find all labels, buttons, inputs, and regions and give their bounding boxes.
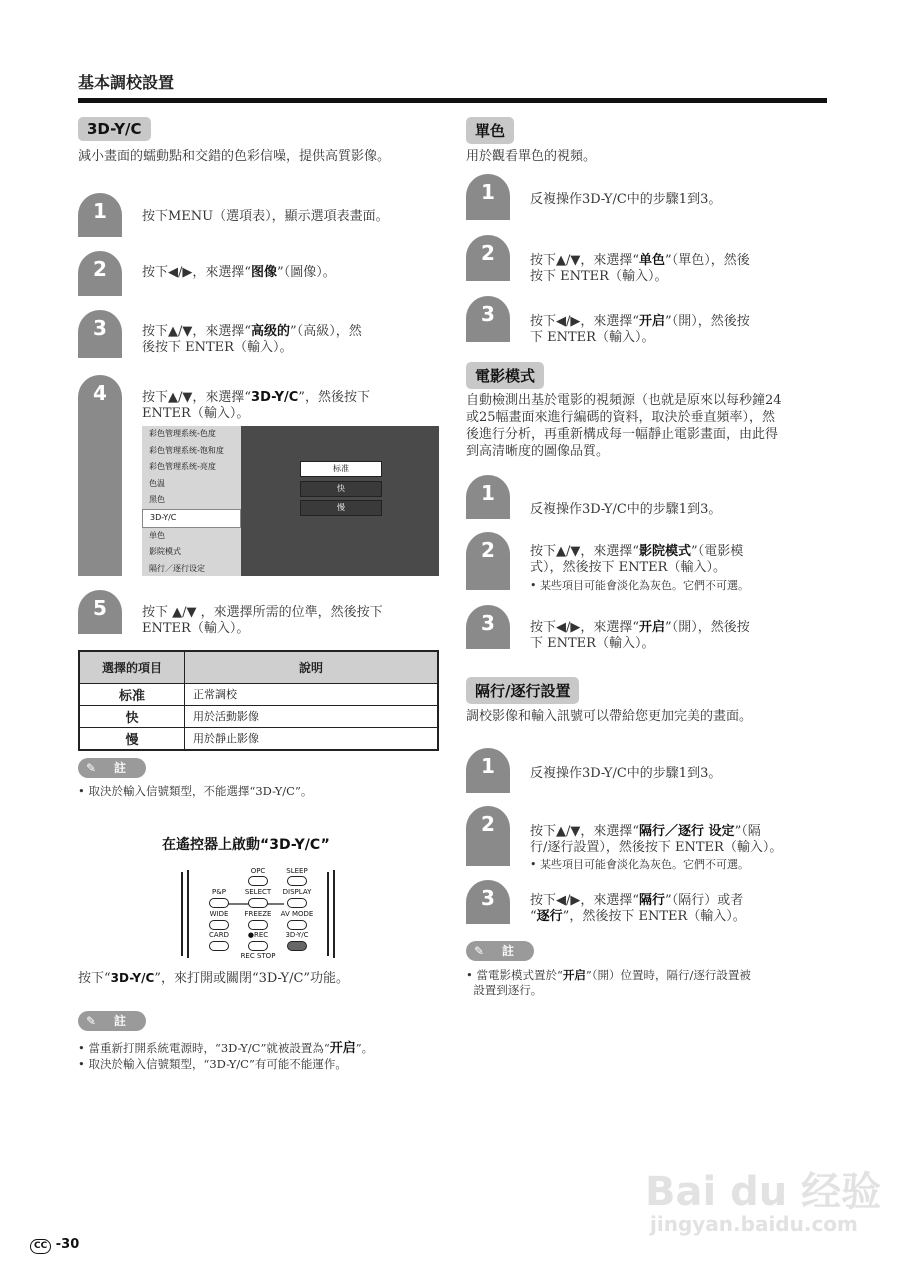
menu-item[interactable]: 黑色: [149, 495, 165, 505]
step-badge-il-2: 2: [466, 806, 510, 866]
step-text-film-2: 按下▲/▼，來選擇“影院模式”（電影模 式），然後按下 ENTER（輸入）。: [530, 544, 744, 575]
step-badge-3: 3: [78, 310, 122, 358]
baidu-watermark-logo: Bai du 经验: [645, 1169, 882, 1215]
menu-item-selected[interactable]: 3D-Y/C: [142, 509, 241, 528]
remote-label: OPC: [250, 867, 266, 875]
step-text-mono-1: 反複操作3D-Y/C中的步驟1到3。: [530, 192, 722, 207]
step-text-il-2: 按下▲/▼，來選擇“隔行／逐行 设定”（隔 行/逐行設置），然後按下 ENTER（輸入）。: [530, 824, 783, 855]
baidu-watermark-url: jingyan.baidu.com: [650, 1212, 858, 1236]
remote-label: P&P: [212, 888, 226, 896]
table-header: 說明: [185, 651, 439, 683]
menu-option-standard[interactable]: 标准: [300, 461, 382, 477]
menu-item[interactable]: 色温: [149, 478, 165, 488]
step-badge-film-2: 2: [466, 532, 510, 590]
note-pencil-icon: ✎: [86, 761, 97, 775]
note-bullet: • 取決於輸入信號類型，不能選擇“3D-Y/C”。: [78, 784, 313, 798]
page-number: [30, 1237, 79, 1254]
title-rule: [78, 98, 827, 103]
step-badge-film-1: 1: [466, 475, 510, 519]
remote-label: REC STOP: [240, 952, 276, 960]
section-heading-mono: 單色: [466, 117, 514, 144]
note-label: 註: [502, 944, 515, 958]
table-row: [79, 683, 438, 705]
section-heading-3dyc: 3D-Y/C: [78, 117, 151, 141]
step-text-mono-2: 按下▲/▼，來選擇“单色”（單色），然後 按下 ENTER（輸入）。: [530, 253, 750, 284]
section-desc-film: 自動檢測出基於電影的視頻源（也就是原來以每秒鐘24 或25幅畫面來進行編碼的資料，取決於垂直頻率），然 後進行分析，再重新構成每一幅靜止電影畫面，由此得 到高清晰度的圖像品質。: [466, 393, 782, 459]
3dyc-button[interactable]: [287, 941, 307, 951]
menu-option-slow[interactable]: 慢: [300, 500, 382, 516]
remote-illustration: [178, 866, 338, 962]
step-badge-mono-3: 3: [466, 296, 510, 342]
step-text-2: 按下◀/▶，來選擇“图像”（圖像）。: [142, 265, 336, 280]
step-badge-mono-2: 2: [466, 235, 510, 281]
remote-label: DISPLAY: [282, 888, 312, 896]
step-bullet: • 某些項目可能會淡化為灰色。它們不可選。: [530, 858, 749, 871]
step-text-il-3: 按下◀/▶，來選擇“隔行”（隔行）或者 “逐行”，然後按下 ENTER（輸入）。: [530, 893, 746, 924]
page-title: 基本調校設置: [78, 73, 175, 92]
step-badge-2: 2: [78, 251, 122, 296]
remote-caption: 按下“3D-Y/C”，來打開或關閉“3D-Y/C”功能。: [78, 971, 350, 986]
note-pencil-icon: ✎: [474, 944, 485, 958]
menu-item[interactable]: 影院模式: [149, 547, 181, 557]
menu-item[interactable]: 彩色管理系统-饱和度: [149, 445, 224, 455]
card-button[interactable]: [209, 941, 229, 951]
note-bullet: • 當電影模式置於“开启”（開）位置時，隔行/逐行設置被 設置到逐行。: [466, 968, 751, 997]
table-header: 選擇的項目: [79, 651, 185, 683]
rec-button[interactable]: [248, 941, 268, 951]
step-text-il-1: 反複操作3D-Y/C中的步驟1到3。: [530, 766, 722, 781]
remote-label: CARD: [209, 931, 229, 939]
menu-screen: [142, 426, 439, 576]
remote-label: SLEEP: [286, 867, 308, 875]
remote-title: 在遙控器上啟動“3D-Y/C”: [162, 837, 330, 853]
table-cell: 慢: [79, 727, 185, 750]
note-bullet: • 當重新打開系統電源時，“3D-Y/C”就被設置為“开启”。: [78, 1041, 374, 1056]
select-button[interactable]: [248, 898, 268, 908]
av-mode-button[interactable]: [287, 920, 307, 930]
menu-item[interactable]: 单色: [149, 530, 165, 540]
section-desc-3dyc: 減小畫面的蠕動點和交錯的色彩信噪，提供高質影像。: [78, 149, 391, 164]
table-cell: 用於活動影像: [185, 705, 439, 727]
step-badge-5: 5: [78, 590, 122, 634]
opc-button[interactable]: [248, 876, 268, 886]
step-text-4: 按下▲/▼，來選擇“3D-Y/C”，然後按下 ENTER（輸入）。: [142, 390, 370, 421]
menu-option-fast[interactable]: 快: [300, 481, 382, 497]
step-text-5: 按下 ▲/▼ ，來選擇所需的位準，然後按下 ENTER（輸入）。: [142, 605, 383, 636]
step-badge-1: 1: [78, 193, 122, 237]
section-heading-film: 電影模式: [466, 362, 544, 389]
step-badge-il-3: 3: [466, 880, 510, 924]
menu-list: [142, 426, 241, 576]
table-cell: 快: [79, 705, 185, 727]
section-desc-mono: 用於觀看單色的視頻。: [466, 149, 597, 164]
menu-item[interactable]: 隔行／逐行设定: [149, 563, 205, 573]
note-tag: [78, 1011, 146, 1031]
note-tag: [466, 941, 534, 961]
table-row: [79, 727, 438, 750]
step-badge-il-1: 1: [466, 748, 510, 793]
remote-label: ●REC: [247, 931, 269, 939]
remote-label: AV MODE: [280, 910, 314, 918]
freeze-button[interactable]: [248, 920, 268, 930]
note-label: 註: [114, 1014, 127, 1028]
menu-item[interactable]: 彩色管理系统-色度: [149, 429, 216, 438]
step-badge-4: 4: [78, 375, 122, 576]
remote-label: FREEZE: [244, 910, 272, 918]
remote-label: WIDE: [209, 910, 229, 918]
wide-button[interactable]: [209, 920, 229, 930]
remote-label: SELECT: [244, 888, 272, 896]
table-row: [79, 705, 438, 727]
table-cell: 标准: [79, 683, 185, 705]
remote-label: 3D-Y/C: [285, 931, 309, 939]
step-text-film-1: 反複操作3D-Y/C中的步驟1到3。: [530, 502, 722, 517]
note-bullet: • 取決於輸入信號類型，“3D-Y/C”有可能不能運作。: [78, 1057, 347, 1071]
note-tag: [78, 758, 146, 778]
cc-icon: CC: [30, 1239, 51, 1254]
note-pencil-icon: ✎: [86, 1014, 97, 1028]
section-desc-interlace: 調校影像和輸入訊號可以帶給您更加完美的畫面。: [466, 709, 753, 724]
display-button[interactable]: [287, 898, 307, 908]
step-badge-mono-1: 1: [466, 174, 510, 220]
table-cell: 正常調校: [185, 683, 439, 705]
note-label: 註: [114, 761, 127, 775]
options-table: [78, 650, 439, 751]
step-badge-film-3: 3: [466, 605, 510, 649]
step-text-film-3: 按下◀/▶，來選擇“开启”（開），然後按 下 ENTER（輸入）。: [530, 620, 750, 651]
page-number-text: -30: [55, 1237, 80, 1252]
sleep-button[interactable]: [287, 876, 307, 886]
step-text-mono-3: 按下◀/▶，來選擇“开启”（開），然後按 下 ENTER（輸入）。: [530, 314, 750, 345]
section-heading-interlace: 隔行/逐行設置: [466, 677, 579, 704]
step-text-1: 按下MENU（選項表），顯示選項表畫面。: [142, 209, 389, 224]
step-text-3: 按下▲/▼，來選擇“高级的”（高級），然 後按下 ENTER（輸入）。: [142, 324, 362, 355]
step-bullet: • 某些項目可能會淡化為灰色。它們不可選。: [530, 579, 749, 592]
table-cell: 用於靜止影像: [185, 727, 439, 750]
pp-button[interactable]: [209, 898, 229, 908]
menu-item[interactable]: 彩色管理系统-亮度: [149, 462, 216, 472]
